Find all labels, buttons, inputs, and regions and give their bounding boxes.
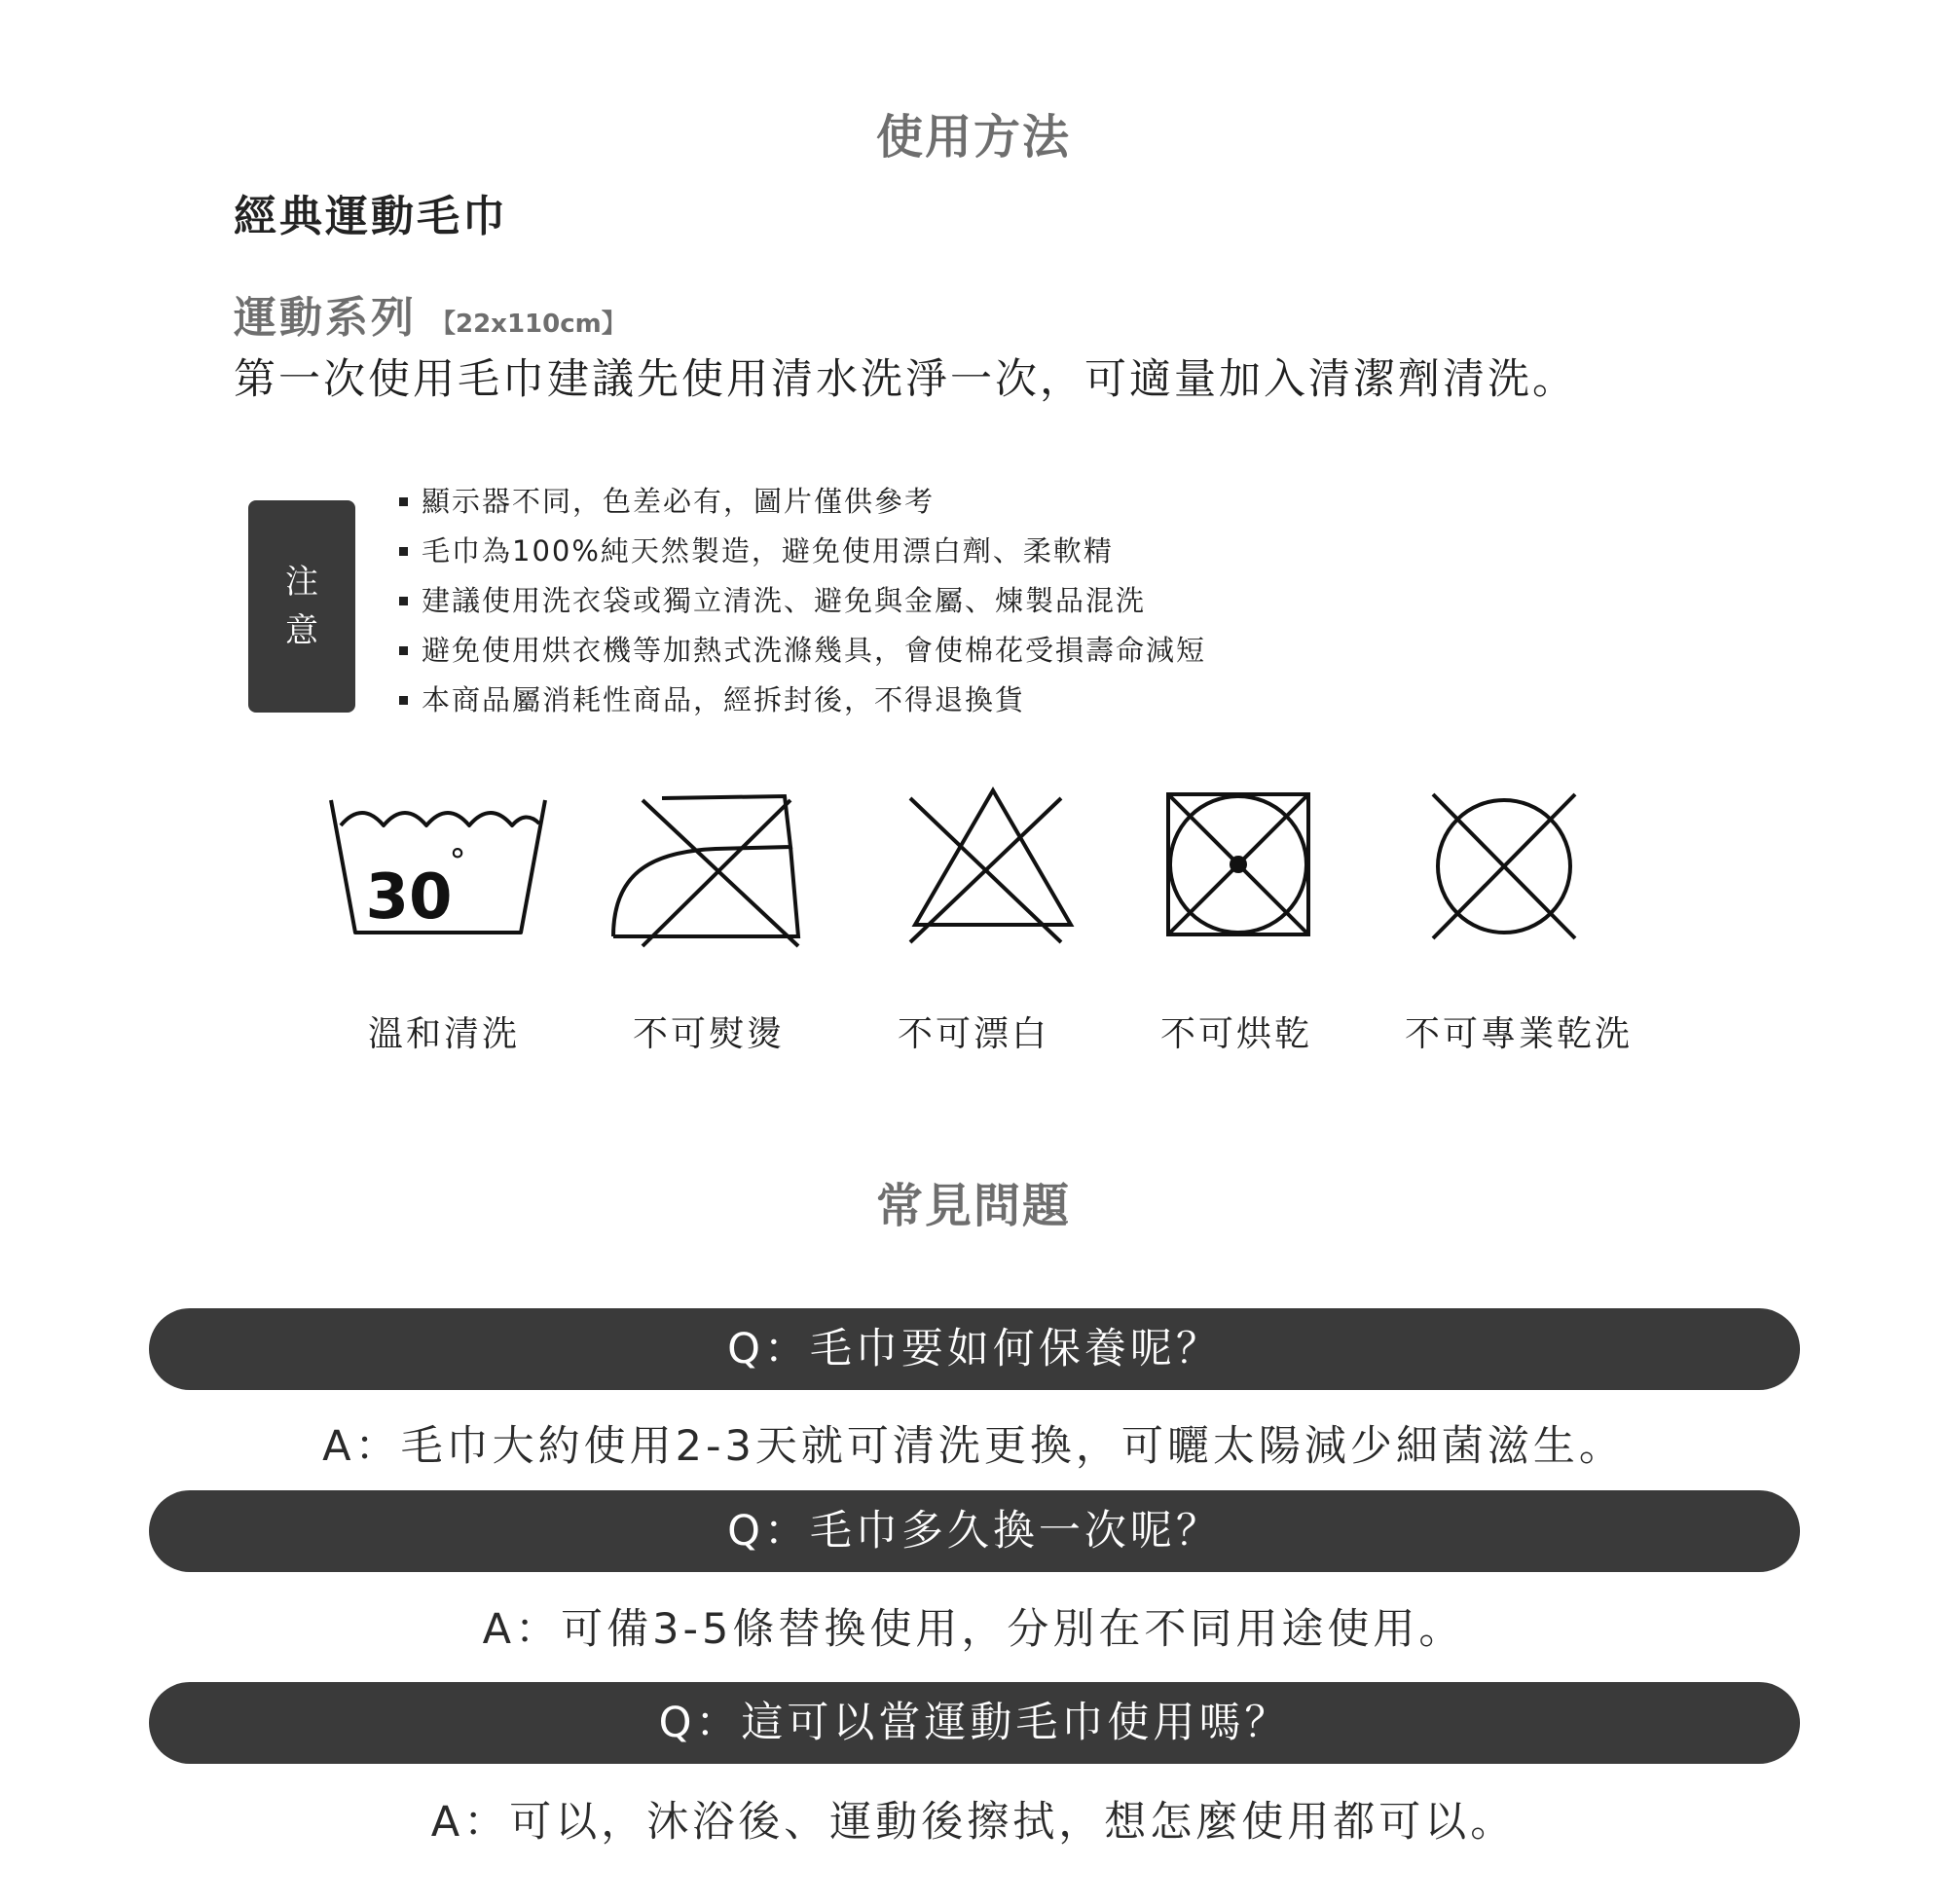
wash-30-icon [321, 779, 565, 954]
notice-item-text: 本商品屬消耗性商品，經拆封後，不得退換貨 [422, 683, 1026, 716]
no-tumble-dry-icon [1120, 779, 1363, 954]
series-size: 【22x110cm】 [430, 310, 627, 339]
care-label-no-iron: 不可熨燙 [632, 1014, 785, 1054]
faq-heading: 常見問題 [875, 1179, 1071, 1233]
notice-item [399, 676, 1206, 725]
faq-question: Q：毛巾多久換一次呢？ [149, 1490, 1800, 1572]
no-dry-clean-icon [1382, 779, 1626, 954]
notice-item [399, 477, 1206, 527]
notice-badge-char-2: 意 [285, 611, 318, 650]
care-label-no-bleach: 不可漂白 [897, 1014, 1049, 1054]
bullet-square-icon [399, 597, 408, 605]
faq-question: Q：毛巾要如何保養呢？ [149, 1308, 1800, 1390]
wash-temp-text: 30 [365, 861, 453, 934]
notice-list [399, 477, 1206, 725]
notice-item-text: 顯示器不同，色差必有，圖片僅供參考 [422, 485, 936, 518]
usage-intro: 第一次使用毛巾建議先使用清水洗淨一次，可適量加入清潔劑清洗。 [234, 355, 1577, 404]
notice-item-text: 毛巾為100%純天然製造，避免使用漂白劑、柔軟精 [422, 534, 1114, 568]
faq-answer: A：毛巾大約使用2-3天就可清洗更換，可曬太陽減少細菌滋生。 [322, 1422, 1625, 1471]
notice-item-text: 建議使用洗衣袋或獨立清洗、避免與金屬、煉製品混洗 [422, 584, 1147, 617]
notice-badge-char-1: 注 [285, 563, 318, 602]
notice-item [399, 626, 1206, 676]
wash-degree-text: ° [449, 842, 466, 881]
care-label-gentle-wash: 溫和清洗 [367, 1014, 520, 1054]
series-name: 運動系列 [234, 293, 417, 343]
product-title: 經典運動毛巾 [234, 192, 508, 241]
no-iron-icon [604, 779, 847, 954]
bullet-square-icon [399, 547, 408, 556]
series-line [234, 282, 627, 345]
bullet-square-icon [399, 646, 408, 655]
no-bleach-icon [871, 779, 1115, 954]
faq-question: Q：這可以當運動毛巾使用嗎？ [149, 1682, 1800, 1764]
usage-heading: 使用方法 [875, 110, 1071, 165]
bullet-square-icon [399, 696, 408, 705]
care-label-no-dry: 不可烘乾 [1159, 1014, 1312, 1054]
bullet-square-icon [399, 497, 408, 506]
faq-answer: A：可備3-5條替換使用，分別在不同用途使用。 [482, 1605, 1465, 1654]
notice-item [399, 527, 1206, 576]
care-label-no-dry-clean: 不可專業乾洗 [1404, 1014, 1633, 1054]
notice-item-text: 避免使用烘衣機等加熱式洗滌幾具，會使棉花受損壽命減短 [422, 634, 1207, 667]
notice-badge [248, 500, 355, 713]
faq-answer: A：可以，沐浴後、運動後擦拭，想怎麼使用都可以。 [430, 1798, 1517, 1847]
notice-item [399, 576, 1206, 626]
